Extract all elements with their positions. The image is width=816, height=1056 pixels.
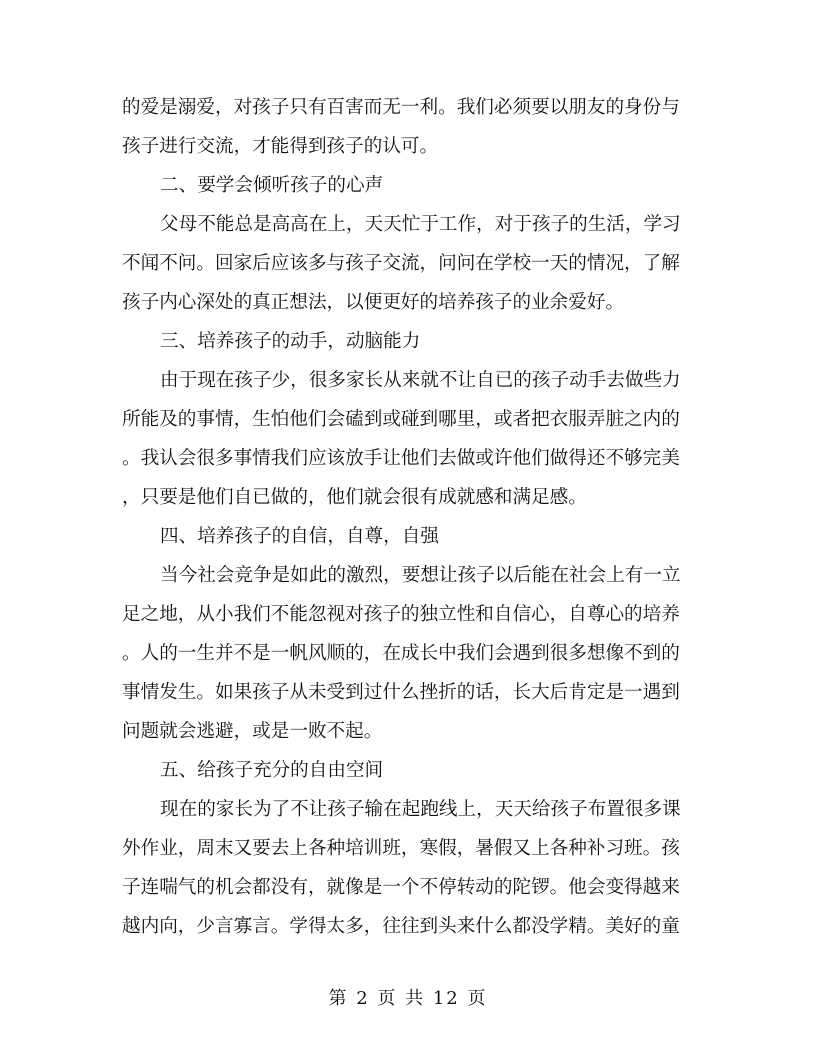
text-line: 子连喘气的机会都没有，就像是一个不停转动的陀锣。他会变得越来	[122, 877, 680, 898]
text-line: 当今社会竞争是如此的激烈，要想让孩子以后能在社会上有一立	[160, 565, 681, 586]
text-line: 的爱是溺爱，对孩子只有百害而无一利。我们必须要以朋友的身份与	[122, 97, 680, 118]
text-line: 。人的一生并不是一帆风顺的，在成长中我们会遇到很多想像不到的	[122, 643, 680, 664]
text-line: 问题就会逃避，或是一败不起。	[122, 721, 383, 742]
document-body	[122, 88, 694, 946]
text-line: 所能及的事情，生怕他们会磕到或碰到哪里，或者把衣服弄脏之内的	[122, 409, 680, 430]
text-line: 足之地，从小我们不能忽视对孩子的独立性和自信心，自尊心的培养	[122, 604, 680, 625]
text-line: 越内向，少言寡言。学得太多，往往到头来什么都没学精。美好的童	[122, 916, 680, 937]
text-line: 现在的家长为了不让孩子输在起跑线上，天天给孩子布置很多课	[160, 799, 681, 820]
text-line: 三、培养孩子的动手，动脑能力	[160, 331, 421, 352]
page-footer: 第 2 页 共 12 页	[328, 988, 488, 1009]
text-line: 二、要学会倾听孩子的心声	[160, 175, 384, 196]
text-line: 。我认会很多事情我们应该放手让他们去做或许他们做得还不够完美	[122, 448, 680, 469]
text-line: 五、给孩子充分的自由空间	[160, 760, 384, 781]
text-line: 父母不能总是高高在上，天天忙于工作，对于孩子的生活，学习	[160, 214, 681, 235]
text-line: ，只要是他们自已做的，他们就会很有成就感和满足感。	[122, 487, 587, 508]
text-line: 由于现在孩子少，很多家长从来就不让自已的孩子动手去做些力	[160, 370, 681, 391]
text-line: 四、培养孩子的自信，自尊，自强	[160, 526, 439, 547]
text-line: 孩子内心深处的真正想法，以便更好的培养孩子的业余爱好。	[122, 292, 625, 313]
text-line: 孩子进行交流，才能得到孩子的认可。	[122, 136, 439, 157]
text-line: 不闻不问。回家后应该多与孩子交流，问问在学校一天的情况，了解	[122, 253, 680, 274]
text-line: 事情发生。如果孩子从未受到过什么挫折的话，长大后肯定是一遇到	[122, 682, 680, 703]
text-line: 外作业，周末又要去上各种培训班，寒假，暑假又上各种补习班。孩	[122, 838, 680, 859]
